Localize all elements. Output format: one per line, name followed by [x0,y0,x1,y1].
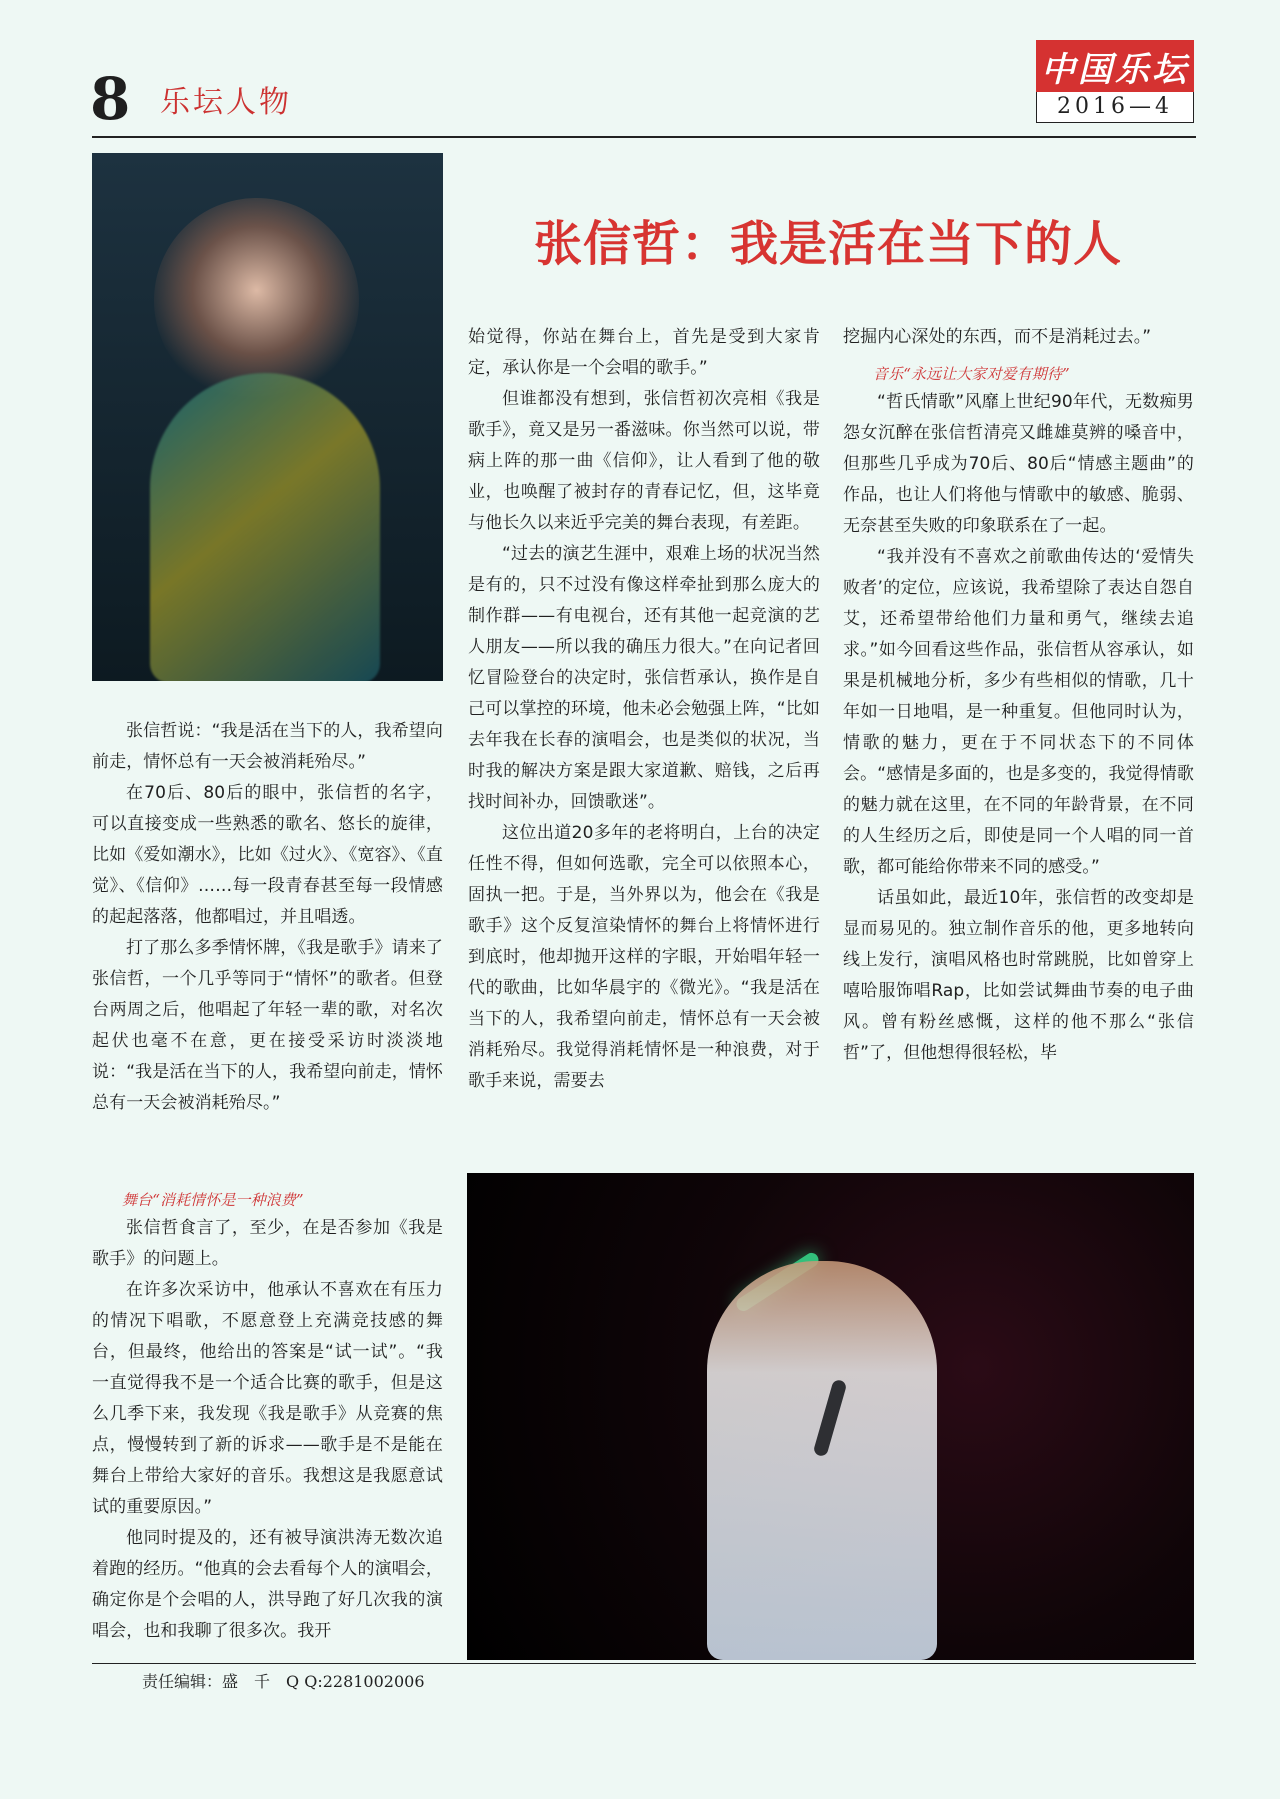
paragraph: 话虽如此，最近10年，张信哲的改变却是显而易见的。独立制作音乐的他，更多地转向线上发行，演唱风格也时常跳脱，比如曾穿上嘻哈服饰唱Rap，比如尝试舞曲节奏的电子曲风。曾有粉丝感慨，这样的他不那么“张信哲”了，但他想得很轻松，毕 [843,888,1194,1063]
left-column-top [92,716,443,1119]
left-column-bottom [92,1179,443,1647]
page-number: 8 [90,65,132,133]
concert-photo [467,1173,1194,1660]
paragraph: 这位出道20多年的老将明白，上台的决定任性不得，但如何选歌，完全可以依照本心，固执一把。于是，当外界以为，他会在《我是歌手》这个反复渲染情怀的舞台上将情怀进行到底时，他却抛开这样的字眼，开始唱年轻一代的歌曲，比如华晨宇的《微光》。“我是活在当下的人，我希望向前走，情怀总有一天会被消耗殆尽。我觉得消耗情怀是一种浪费，对于歌手来说，需要去 [468,823,820,1091]
paragraph: 始觉得，你站在舞台上，首先是受到大家肯定，承认你是一个会唱的歌手。” [468,327,820,378]
paragraph: 在70后、80后的眼中，张信哲的名字，可以直接变成一些熟悉的歌名、悠长的旋律，比如《爱如潮水》，比如《过火》、《宽容》、《直觉》、《信仰》……每一段青春甚至每一段情感的起起落落，他都唱过，并且唱透。 [92,783,443,927]
editor-credit: 责任编辑：盛 千 Q Q:2281002006 [142,1672,425,1691]
paragraph: “哲氏情歌”风靡上世纪90年代，无数痴男怨女沉醉在张信哲清亮又雌雄莫辨的嗓音中，但那些几乎成为70后、80后“情感主题曲”的作品，也让人们将他与情歌中的敏感、脆弱、无奈甚至失败的印象联系在了一起。 [843,392,1194,536]
paragraph: 张信哲说：“我是活在当下的人，我希望向前走，情怀总有一天会被消耗殆尽。” [92,721,443,772]
paragraph: “我并没有不喜欢之前歌曲传达的‘爱情失败者’的定位，应该说，我希望除了表达自怨自艾，还希望带给他们力量和勇气，继续去追求。”如今回看这些作品，张信哲从容承认，如果是机械地分析，多少有些相似的情歌，几十年如一日地唱，是一种重复。但他同时认为，情歌的魅力，更在于不同状态下的不同体会。“感情是多面的，也是多变的，我觉得情歌的魅力就在这里，在不同的年龄背景，在不同的人生经历之后，即使是同一个人唱的同一首歌，都可能给你带来不同的感受。” [843,547,1194,877]
issue-label: 2016—4 [1036,92,1194,123]
paragraph: 他同时提及的，还有被导演洪涛无数次追着跑的经历。“他真的会去看每个人的演唱会，确定你是个会唱的人，洪导跑了好几次我的演唱会，也和我聊了很多次。我开 [92,1528,443,1641]
footer-rule [92,1663,1196,1664]
stage-subheading: 舞台“消耗情怀是一种浪费” [122,1191,304,1209]
paragraph: 但谁都没有想到，张信哲初次亮相《我是歌手》，竟又是另一番滋味。你当然可以说，带病上阵的那一曲《信仰》，让人看到了他的敬业，也唤醒了被封存的青春记忆，但，这毕竟与他长久以来近乎完美的舞台表现，有差距。 [468,389,820,533]
music-subheading: 音乐“永远让大家对爱有期待” [873,365,1070,383]
header-rule [92,136,1196,138]
paragraph: 挖掘内心深处的东西，而不是消耗过去。” [843,327,1152,347]
logo-title: 中国乐坛 [1036,40,1194,92]
portrait-photo [92,153,443,681]
paragraph: 打了那么多季情怀牌，《我是歌手》请来了张信哲，一个几乎等同于“情怀”的歌者。但登台两周之后，他唱起了年轻一辈的歌，对名次起伏也毫不在意，更在接受采访时淡淡地说：“我是活在当下的人，我希望向前走，情怀总有一天会被消耗殆尽。” [92,938,443,1113]
portrait-scarf [150,373,380,681]
paragraph: 在许多次采访中，他承认不喜欢在有压力的情况下唱歌，不愿意登上充满竞技感的舞台，但最终，他给出的答案是“试一试”。“我一直觉得我不是一个适合比赛的歌手，但是这么几季下来，我发现《我是歌手》从竞赛的焦点，慢慢转到了新的诉求——歌手是不是能在舞台上带给大家好的音乐。我想这是我愿意试试的重要原因。” [92,1280,443,1517]
paragraph: 张信哲食言了，至少，在是否参加《我是歌手》的问题上。 [92,1218,443,1269]
singer-figure [707,1261,937,1660]
page-header [0,0,1280,145]
paragraph: “过去的演艺生涯中，艰难上场的状况当然是有的，只不过没有像这样牵扯到那么庞大的制作群——有电视台，还有其他一起竞演的艺人朋友——所以我的确压力很大。”在向记者回忆冒险登台的决定时，张信哲承认，换作是自己可以掌控的环境，他未必会勉强上阵，“比如去年我在长春的演唱会，也是类似的状况，当时我的解决方案是跟大家道歉、赔钱，之后再找时间补办，回馈歌迷”。 [468,544,820,812]
right-column [843,322,1194,1069]
section-title: 乐坛人物 [160,85,292,120]
magazine-logo [1036,40,1194,132]
article-title: 张信哲：我是活在当下的人 [533,216,1122,272]
middle-column [468,322,820,1097]
